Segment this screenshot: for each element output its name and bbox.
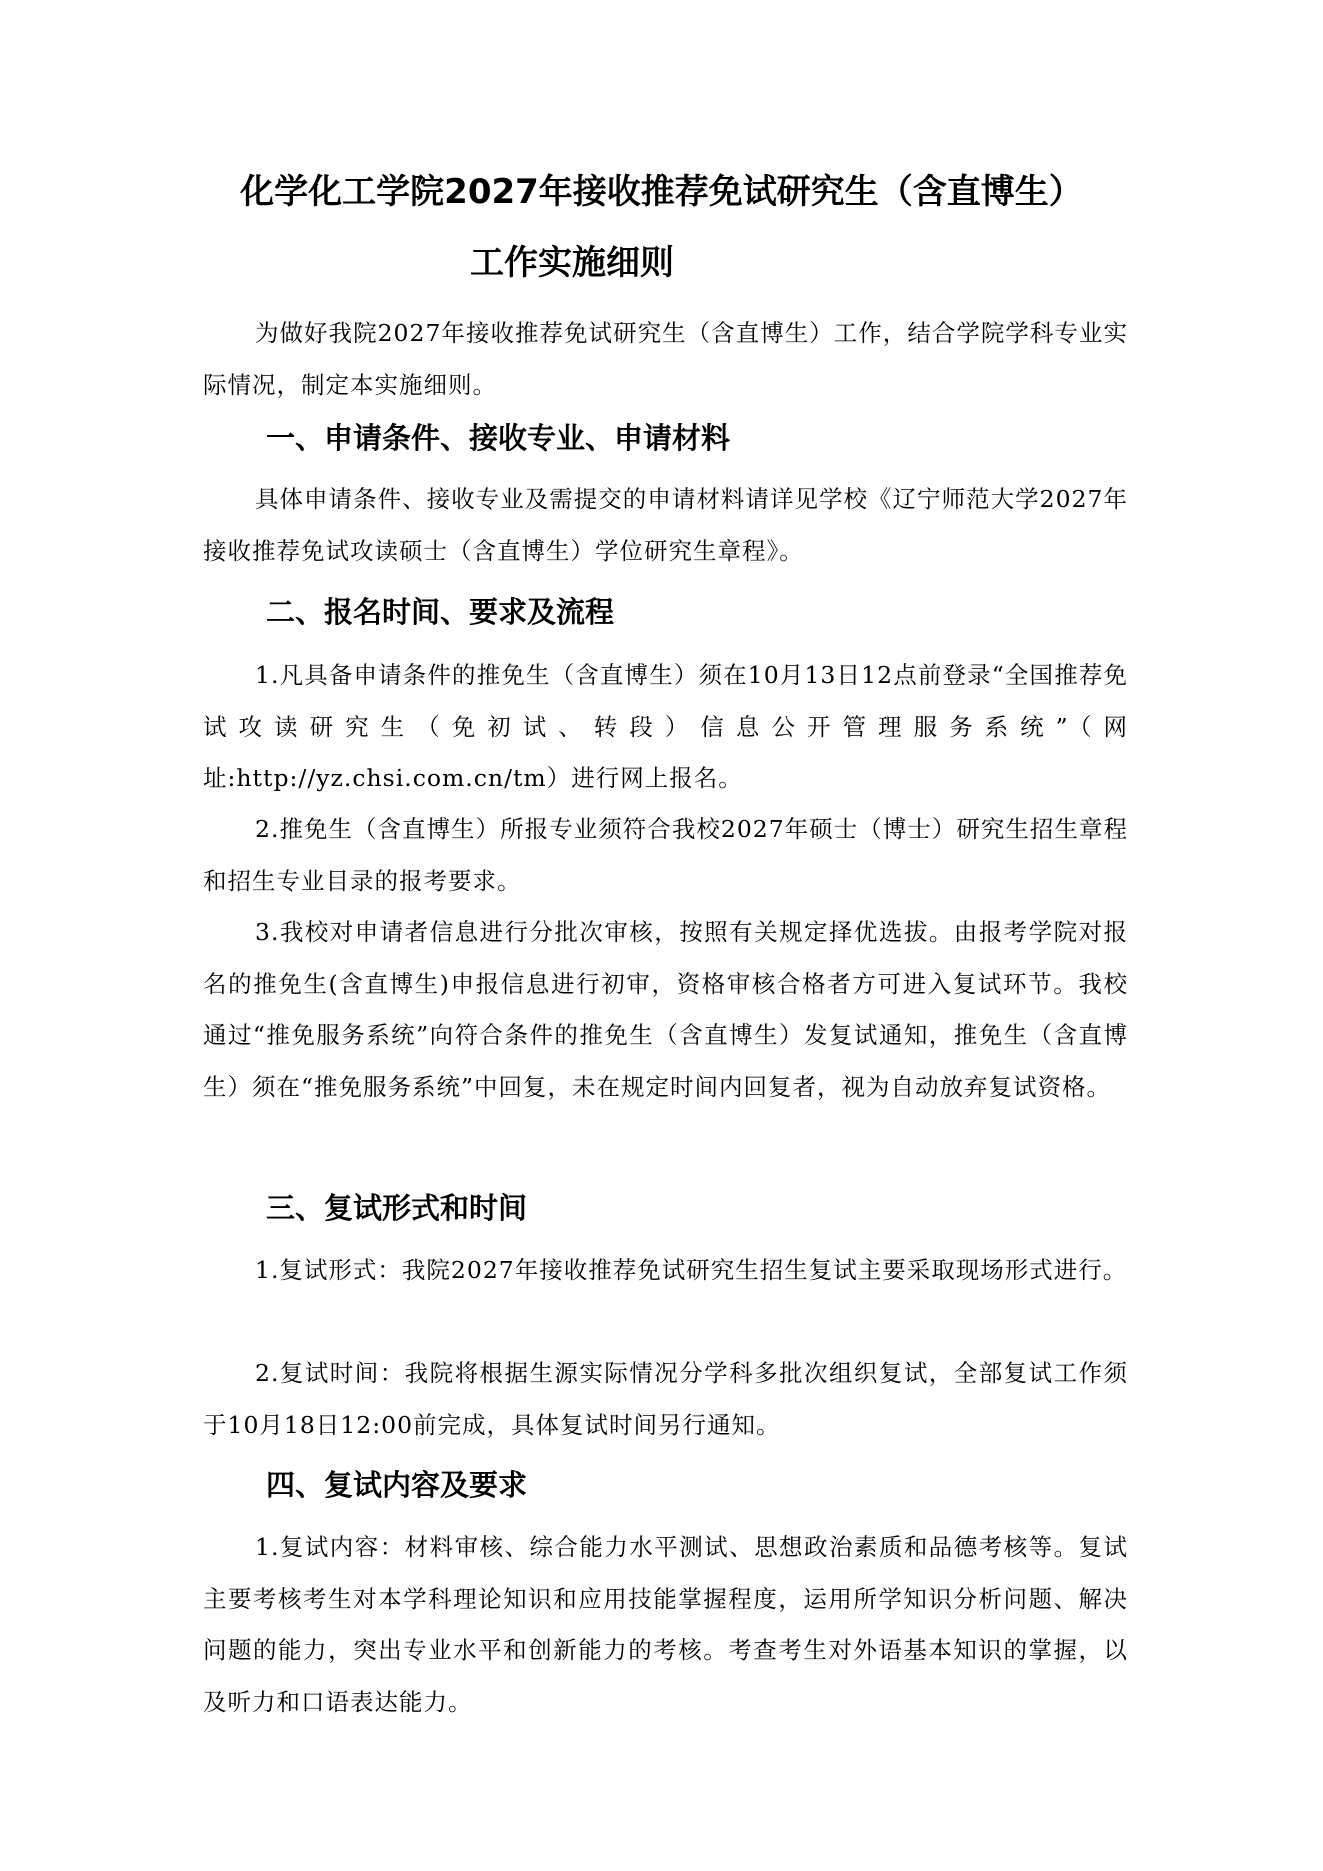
- intro-paragraph: 为做好我院2027年接收推荐免试研究生（含直博生）工作，结合学院学科专业实际情况，制定本实施细则。: [203, 319, 1128, 399]
- section-1-paragraph-1: 具体申请条件、接收专业及需提交的申请材料请详见学校《辽宁师范大学2027年接收推荐免试攻读硕士（含直博生）学位研究生章程》。: [203, 485, 1128, 565]
- section-2-paragraph-3: 3.我校对申请者信息进行分批次审核，按照有关规定择优选拔。由报考学院对报名的推免生(含直博生)申报信息进行初审，资格审核合格者方可进入复试环节。我校通过“推免服务系统”向符合条件的推免生（含直博生）发复试通知，推免生（含直博生）须在“推免服务系统”中回复，未在规定时间内回复者，视为自动放弃复试资格。: [203, 918, 1128, 1101]
- section-1-heading: 一、申请条件、接收专业、申请材料: [266, 421, 731, 455]
- document-title-line2: 工作实施细则: [470, 243, 674, 283]
- section-4-paragraph-1: 1.复试内容：材料审核、综合能力水平测试、思想政治素质和品德考核等。复试主要考核考生对本学科理论知识和应用技能掌握程度，运用所学知识分析问题、解决问题的能力，突出专业水平和创新能力的考核。考查考生对外语基本知识的掌握，以及听力和口语表达能力。: [203, 1533, 1128, 1716]
- section-3-heading: 三、复试形式和时间: [266, 1191, 528, 1225]
- section-2-paragraph-2: 2.推免生（含直博生）所报专业须符合我校2027年硕士（博士）研究生招生章程和招生专业目录的报考要求。: [203, 815, 1128, 895]
- section-3-paragraph-1: 1.复试形式：我院2027年接收推荐免试研究生招生复试主要采取现场形式进行。: [255, 1256, 1128, 1284]
- section-2-paragraph-1: 1.凡具备申请条件的推免生（含直博生）须在10月13日12点前登录“全国推荐免试攻读研究生（免初试、转段）信息公开管理服务系统”（网址:http://yz.chsi.com.cn/tm）进行网上报名。: [203, 661, 1128, 792]
- section-2-heading: 二、报名时间、要求及流程: [266, 595, 615, 629]
- document-title-line1: 化学化工学院2027年接收推荐免试研究生（含直博生）: [240, 172, 1083, 212]
- section-4-heading: 四、复试内容及要求: [266, 1468, 528, 1502]
- section-3-paragraph-2: 2.复试时间：我院将根据生源实际情况分学科多批次组织复试，全部复试工作须于10月18日12:00前完成，具体复试时间另行通知。: [203, 1359, 1128, 1439]
